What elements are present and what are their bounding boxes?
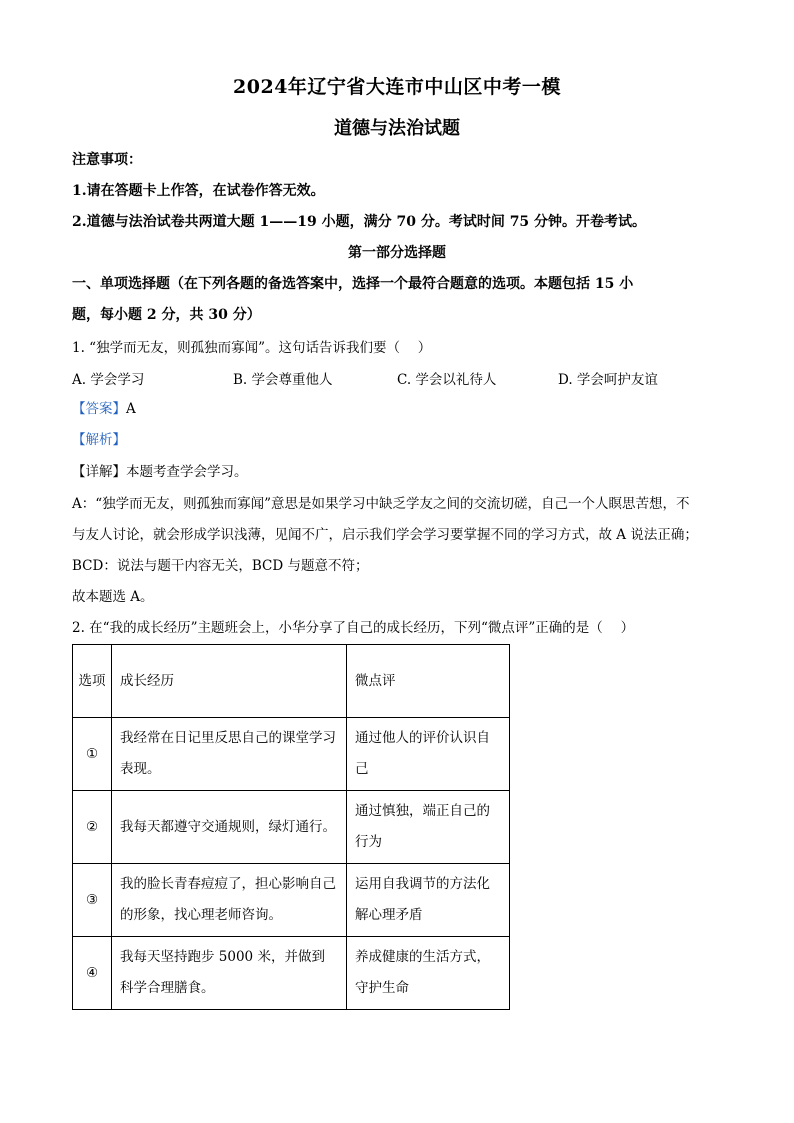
- section-heading-line-2: 题，每小题 2 分，共 30 分）: [72, 307, 261, 323]
- row-comment: 养成健康的生活方式，守护生命: [347, 937, 510, 1010]
- detail-text: 本题考查学会学习。: [126, 464, 248, 480]
- row-comment: 通过慎独，端正自己的行为: [347, 791, 510, 864]
- q1-option-b: B. 学会尊重他人: [233, 372, 333, 388]
- row-option-label: ④: [73, 937, 112, 1010]
- q1-explain-line-3: BCD：说法与题干内容无关，BCD 与题意不符；: [72, 558, 369, 574]
- row-option-label: ②: [73, 791, 112, 864]
- q1-analysis: [72, 430, 722, 450]
- q2-table: [72, 644, 510, 1010]
- row-comment: 运用自我调节的方法化解心理矛盾: [347, 864, 510, 937]
- q1-detail: [72, 462, 722, 482]
- q1-option-c: C. 学会以礼待人: [397, 372, 497, 388]
- q1-option-d: D. 学会呵护友谊: [558, 372, 658, 388]
- part-heading: 第一部分选择题: [348, 245, 446, 261]
- header-option: 选项: [73, 645, 112, 718]
- answer-tag: 【答案】: [72, 401, 126, 417]
- row-option-label: ③: [73, 864, 112, 937]
- notice-heading: 注意事项：: [72, 152, 142, 168]
- q1-explain-line-2: 与友人讨论，就会形成学识浅薄，见闻不广，启示我们学会学习要掌握不同的学习方式，故 A 说法正确；: [72, 527, 698, 543]
- header-comment: 微点评: [347, 645, 510, 718]
- row-experience: 我的脸长青春痘痘了，担心影响自己的形象，找心理老师咨询。: [112, 864, 347, 937]
- q1-explain-line-1: A：“独学而无友，则孤独而寡闻”意思是如果学习中缺乏学友之间的交流切磋，自己一个人瞑思苦想，不: [72, 496, 690, 512]
- row-comment: 通过他人的评价认识自己: [347, 718, 510, 791]
- section-heading-line-1: 一、单项选择题（在下列各题的备选答案中，选择一个最符合题意的选项。本题包括 15 小: [72, 276, 634, 292]
- notice-item-2: 2.道德与法治试卷共两道大题 1——19 小题，满分 70 分。考试时间 75 分钟。开卷考试。: [72, 214, 647, 230]
- answer-value: A: [126, 401, 136, 417]
- table-row: [73, 937, 510, 1010]
- table-row: [73, 864, 510, 937]
- table-header-row: [73, 645, 510, 718]
- row-experience: 我每天坚持跑步 5000 米，并做到科学合理膳食。: [112, 937, 347, 1010]
- table-row: [73, 791, 510, 864]
- exam-subtitle: 道德与法治试题: [334, 118, 460, 139]
- table-row: [73, 718, 510, 791]
- q1-answer: [72, 399, 722, 419]
- q1-option-a: A. 学会学习: [72, 372, 145, 388]
- analysis-tag: 【解析】: [72, 432, 126, 448]
- row-experience: 我经常在日记里反思自己的课堂学习表现。: [112, 718, 347, 791]
- header-experience: 成长经历: [112, 645, 347, 718]
- q2-stem: 2. 在“我的成长经历”主题班会上，小华分享了自己的成长经历，下列“微点评”正确的是（ ）: [72, 620, 635, 636]
- row-experience: 我每天都遵守交通规则，绿灯通行。: [112, 791, 347, 864]
- q1-stem: 1. “独学而无友，则孤独而寡闻”。这句话告诉我们要（ ）: [72, 340, 432, 356]
- notice-item-1: 1.请在答题卡上作答，在试卷作答无效。: [72, 183, 325, 199]
- detail-tag: 【详解】: [72, 464, 126, 480]
- exam-title: 2024年辽宁省大连市中山区中考一模: [233, 76, 561, 98]
- row-option-label: ①: [73, 718, 112, 791]
- q1-conclusion: 故本题选 A。: [72, 589, 154, 605]
